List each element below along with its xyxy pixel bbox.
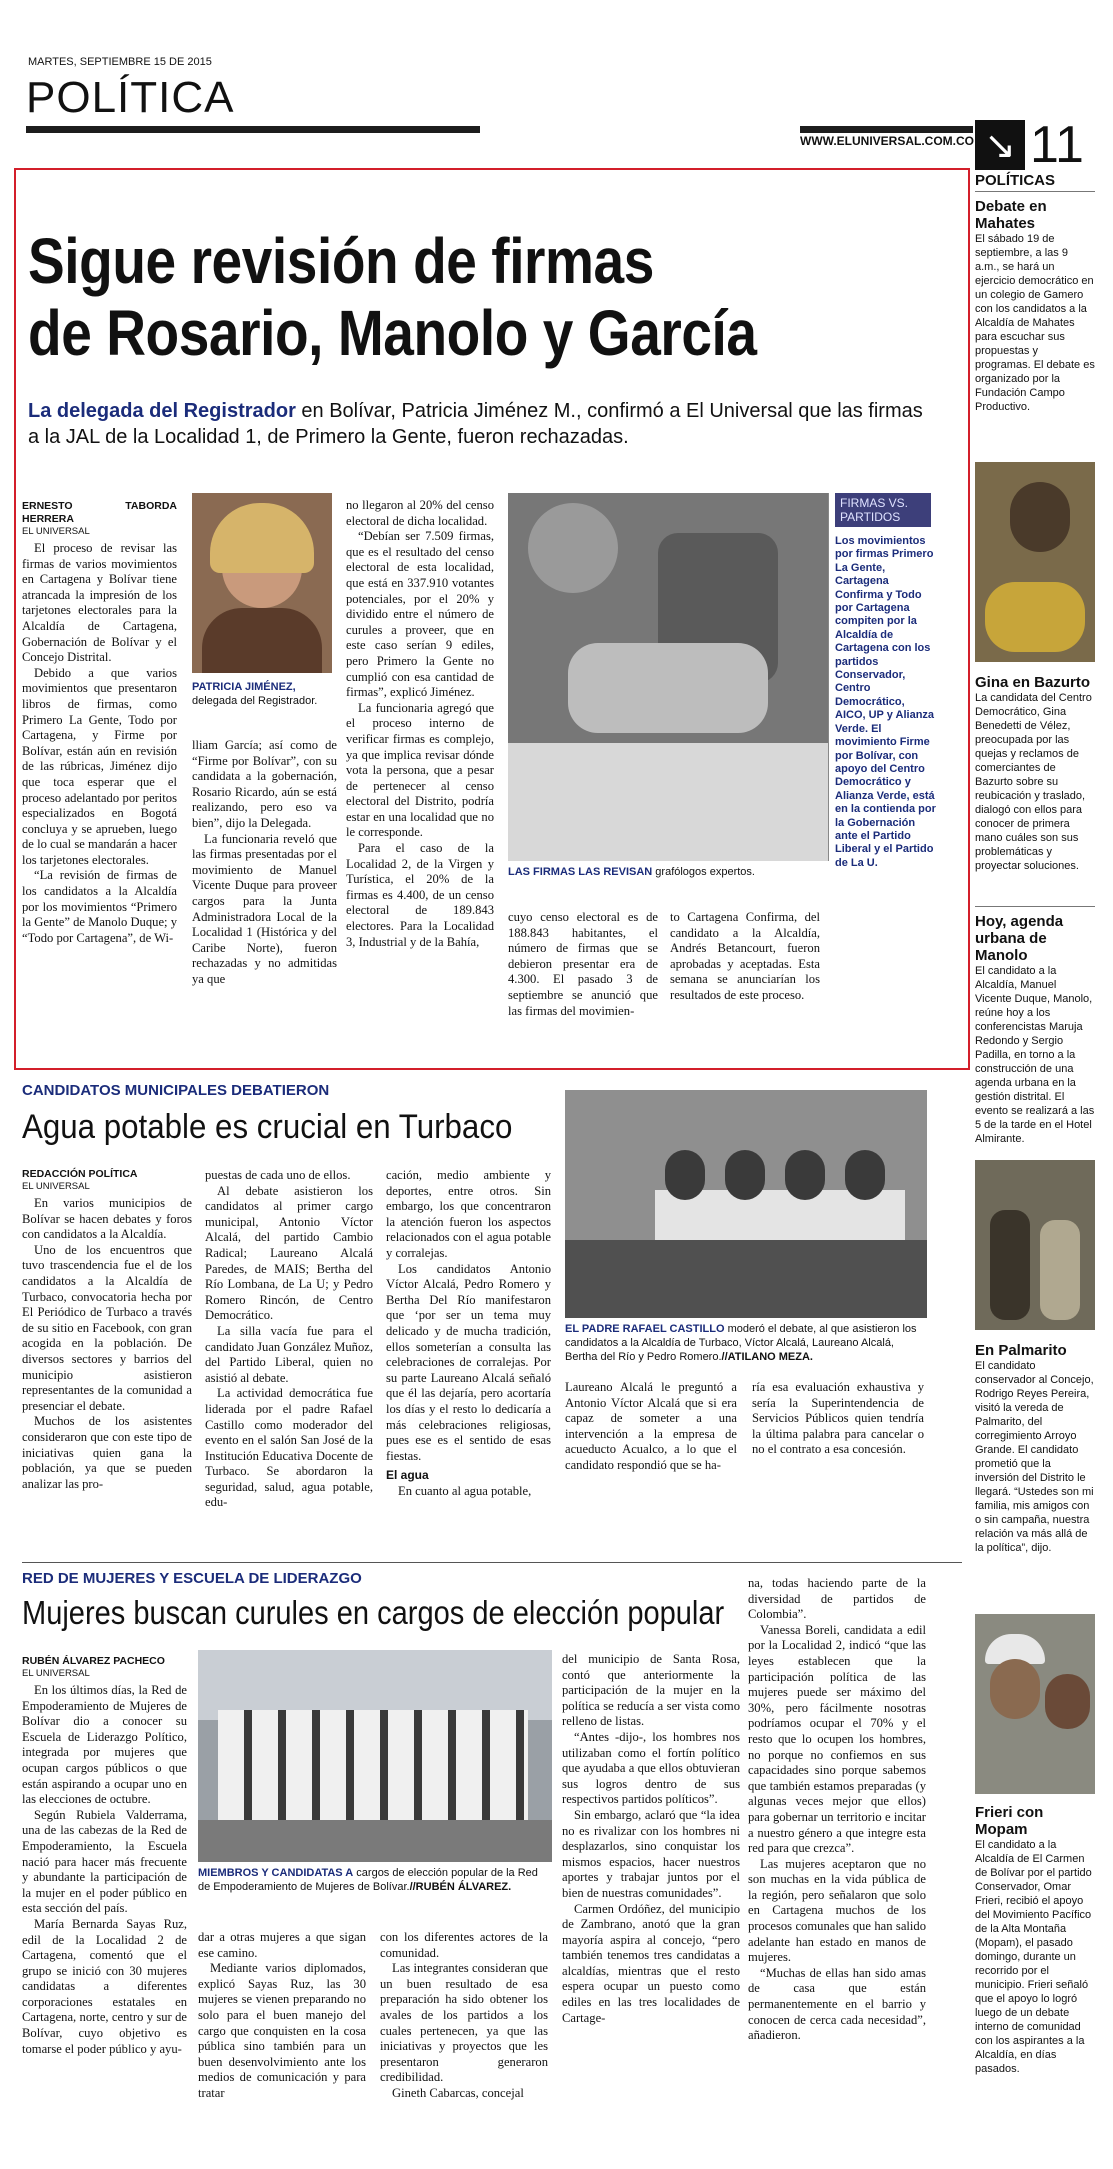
- sidebar-item-title: En Palmarito: [975, 1342, 1067, 1359]
- paragraph: Laureano Alcalá le preguntó a Antonio Víctor Alcalá que si era capaz de someter a una intervención a la empresa de acueducto Acualco, a lo que el candidato respondió que se ha-: [565, 1380, 737, 1472]
- paragraph: Para el caso de la Localidad 2, de la Virgen y Turística, el 20% de la firmas es 4.400, de un censo electoral de 189.843 electores. Para la Localidad 3, Industrial y de la Bahía,: [346, 841, 494, 949]
- portrait-photo-patricia-jimenez: [192, 493, 332, 673]
- firmas-vs-partidos-box: [828, 493, 936, 869]
- paragraph: “Debían ser 7.509 firmas, que es el resultado del censo electoral de esta localidad, que está en 337.910 votantes potenciales, por el 20% y dividido entre el número de curules a proveer, que en este caso serían 9 ediles, pero Primero la Gente no cumplió con esa cantidad de firmas”, explicó Jiménez.: [346, 529, 494, 700]
- story3-headline: Mujeres buscan curules en cargos de elección popular: [22, 1594, 725, 1631]
- paragraph: En los últimos días, la Red de Empoderamiento de Mujeres de Bolívar dio a conocer su Escuela de Liderazgo Político, integrada por mujeres que ocupan cargos públicos o que están aspirando a ocupar uno en las elecciones de octubre.: [22, 1683, 187, 1807]
- story3-column-3: [380, 1930, 548, 2102]
- story3-column-1: [22, 1655, 187, 2057]
- story2-headline: Agua potable es crucial en Turbaco: [22, 1108, 513, 1146]
- box-text: Los movimientos por firmas Primero La Gente, Cartagena Confirma y Todo por Cartagena compiten por la Alcaldía de Cartagena con los partidos Conservador, Centro Democrático, AICO, UP y Alianza Verde. El movimiento Firme por Bolívar, con apoyo del Centro Democrático y Alianza Verde, está en la contienda por la Gobernación ante el Partido Liberal y el Partido de La U.: [835, 535, 936, 869]
- paragraph: El proceso de revisar las firmas de varios movimientos en Cartagena y Bolívar tiene atrancada la impresión de los tarjetones electorales para la Alcaldía de Cartagena, Gobernación de Bolívar y el Concejo Distrital.: [22, 541, 177, 665]
- main-headline-line2: de Rosario, Manolo y García: [28, 297, 757, 369]
- story2-subhead: El agua: [386, 1468, 429, 1483]
- paragraph: Gineth Cabarcas, concejal: [392, 2085, 524, 2100]
- main-column-4: [508, 910, 658, 1019]
- story2-column-2: [205, 1168, 373, 1511]
- paragraph: Las integrantes consideran que un buen resultado de esa preparación ha sido obtener los avales de los partidos a los cuales pertenecen, ya que las iniciativas y proyectos que les presentaron generaron credibilidad.: [380, 1961, 548, 2085]
- paragraph: na, todas haciendo parte de la diversidad de partidos de Colombia”.: [748, 1576, 926, 1622]
- sidebar-title: POLÍTICAS: [975, 172, 1095, 192]
- sidebar-item-text: El sábado 19 de septiembre, a las 9 a.m., se hará un ejercicio democrático en un colegio de Gamero con los candidatos a la Alcaldía de Mahates para escuchar sus propuestas y programas. El debate es organizado por la Fundación Campo Productivo.: [975, 233, 1095, 413]
- paragraph: cuyo censo electoral es de 188.843 habitantes, el número de firmas que se debieron presentar era de 4.300. El pasado 3 de septiembre se anunció que las firmas del movimien-: [508, 910, 658, 1018]
- paragraph: La funcionaria agregó que el proceso interno de verificar firmas es complejo, ya que implica revisar dónde vota la persona, que a pesar de pertenecer al censo electoral del Distrito, podría estar en una localidad que no le corresponde.: [346, 700, 494, 840]
- paragraph: Vanessa Boreli, candidata a edil por la Localidad 2, indicó “que las leyes establecen que la participación política de las mujeres puede ser máximo del 30%, pero fácilmente nosotras podríamos ocupar el 70% y el resto que lo ocupen los hombres, no porque no confiemos en sus capacidades sino porque sabemos que también estamos preparadas (y algunas veces mejor que ellos) para gobernar un territorio e incitar a nuestro género a que integre esta red para que crezca”.: [748, 1622, 926, 1856]
- paragraph: Los candidatos Antonio Víctor Alcalá, Pedro Romero y Bertha Del Río manifestaron que ‘por ser un tema muy delicado y de mucha tradición, ellos someterían a consulta las celebraciones de corralejas. Por su parte Laureano Alcalá señaló que él las dejaría, pero acortaría los días y el resto lo dedicaría a más celebraciones religiosas, pues ese es el sentido de esas fiestas.: [386, 1261, 551, 1463]
- sidebar-item-text: El candidato a la Alcaldía, Manuel Vicente Duque, Manolo, reúne hoy a los conferencistas Maruja Redondo y Sergio Padilla, en torno a la construcción de una agenda urbana en la gestión distrital. El evento se realizará a las 5 de la tarde en el Hotel Almirante.: [975, 965, 1095, 1145]
- paragraph: En varios municipios de Bolívar se hacen debates y foros con candidatos a la Alcaldía.: [22, 1196, 192, 1242]
- story2-column-3: [386, 1168, 551, 1499]
- women-photo-caption: MIEMBROS Y CANDIDATAS A cargos de elección popular de la Red de Empoderamiento de Mujeres de Bolívar.//RUBÉN ÁLVAREZ.: [198, 1867, 538, 1893]
- story3-author: RUBÉN ÁLVAREZ PACHECO: [22, 1655, 165, 1667]
- turbaco-debate-photo: [565, 1090, 927, 1318]
- story2-outlet: EL UNIVERSAL: [22, 1181, 90, 1192]
- main-column-2: [192, 738, 337, 988]
- main-column-3: [346, 498, 494, 950]
- story2-column-1: [22, 1168, 192, 1492]
- lead-highlight: La delegada del Registrador: [28, 400, 296, 422]
- frieri-photo: [975, 1614, 1095, 1794]
- main-lead: [28, 398, 938, 450]
- arrow-down-right-icon: ↘: [975, 120, 1025, 170]
- box-tag: FIRMAS VS. PARTIDOS: [835, 493, 931, 527]
- paragraph: Según Rubiela Valderrama, una de las cabezas de la Red de Empoderamiento, la Escuela nació para hacer más frecuente y abundante la participación de la mujer en el poder público en esta sección del país.: [22, 1807, 187, 1916]
- paragraph: “La revisión de firmas de los candidatos a la Alcaldía por los movimientos “Primero la Gente” de Manolo Duque; y “Todo por Cartagena”, de Wi-: [22, 868, 177, 945]
- page-number: 11: [1030, 116, 1084, 174]
- story3-column-5: [748, 1576, 926, 2044]
- story2-column-4: [565, 1380, 737, 1474]
- paragraph: lliam García; así como de “Firme por Bolívar”, con su candidata a la gobernación, Rosario Ricardo, aún se está realizando, pero eso va bien”, dijo la Delegada.: [192, 738, 337, 830]
- paragraph: En cuanto al agua potable,: [398, 1483, 532, 1498]
- story3-column-2: [198, 1930, 366, 2102]
- sidebar-item-title: Debate en Mahates: [975, 198, 1047, 232]
- paragraph: ría esa evaluación exhaustiva y sería la Superintendencia de Servicios Públicos quien tendría la última palabra para cancelar o no el contrato a esa concesión.: [752, 1380, 924, 1457]
- signature-photo-caption: LAS FIRMAS LAS REVISAN grafólogos expertos.: [508, 866, 755, 878]
- main-column-5: [670, 910, 820, 1004]
- sidebar-item-title: Hoy, agenda urbana de Manolo: [975, 913, 1064, 964]
- paragraph: puestas de cada uno de ellos.: [205, 1168, 351, 1182]
- bazurto-photo: [975, 462, 1095, 662]
- paragraph: La funcionaria reveló que las firmas presentadas por el movimiento de Manuel Vicente Duque para proveer cargos para la Junta Administradora Local de la Localidad 1 (Histórica y del Caribe Norte), fueron rechazadas y no admitidas ya que: [192, 831, 337, 986]
- paragraph: no llegaron al 20% del censo electoral de dicha localidad.: [346, 498, 494, 528]
- paragraph: Las mujeres aceptaron que no son muchas en la vida pública de la región, pero señalaron que solo en Cartagena muchos de los procesos comunales que han salido adelante han estado en manos de mujeres.: [748, 1856, 926, 1965]
- paragraph: Carmen Ordóñez, del municipio de Zambrano, anotó que la gran mayoría aspira al concejo, “pero también tenemos tres candidatas a alcaldías, mientras que el resto espera ocupar un puesto como ediles en las tres localidades de Cartage-: [562, 1901, 740, 2025]
- section-title: POLÍTICA: [26, 73, 235, 122]
- story2-column-5: [752, 1380, 924, 1458]
- paragraph: La actividad democrática fue liderada por el padre Rafael Castillo como moderador del evento en el salón San José de la Institución Educativa Docente de Turbaco. Se abordaron la seguridad, salud, agua potable, edu-: [205, 1386, 373, 1510]
- issue-date: MARTES, SEPTIEMBRE 15 DE 2015: [28, 56, 212, 68]
- lead-text: en Bolívar, Patricia Jiménez M., confirmó a El Universal que las firmas a la JAL de la Localidad 1, de Primero la Gente, fueron rechazadas.: [28, 400, 923, 448]
- paragraph: “Antes -dijo-, los hombres nos utilizaban como el fortín político que ayudaba a que ellos obtuvieran sus logros dentro de sus respectivos partidos políticos”.: [562, 1729, 740, 1807]
- website-link[interactable]: WWW.ELUNIVERSAL.COM.CO: [800, 134, 974, 148]
- sidebar-politicas: [975, 172, 1095, 414]
- paragraph: cación, medio ambiente y deportes, entre otros. Sin embargo, los que concentraron la atención fueron los aspectos relacionados con el agua potable y corralejas.: [386, 1168, 551, 1260]
- paragraph: Sin embargo, aclaró que “la idea no es rivalizar con los hombres ni desplazarlos, sino conquistar los mismos espacios, hacer nuestros aportes y trabajar juntos por el bien de nuestras comunidades”.: [562, 1807, 740, 1900]
- paragraph: con los diferentes actores de la comunidad.: [380, 1930, 548, 1960]
- section-divider: [22, 1562, 962, 1563]
- paragraph: “Muchas de ellas han sido amas de casa que están permanentemente en el barrio y conocen de cerca cada necesidad”, añadieron.: [748, 1965, 926, 2043]
- story3-kicker: RED DE MUJERES Y ESCUELA DE LIDERAZGO: [22, 1570, 362, 1587]
- story3-outlet: EL UNIVERSAL: [22, 1668, 90, 1679]
- women-network-photo: [198, 1650, 552, 1862]
- paragraph: dar a otras mujeres a que sigan ese camino.: [198, 1930, 366, 1960]
- sidebar-item-text: El candidato conservador al Concejo, Rodrigo Reyes Pereira, visitó la vereda de Palmarito, del corregimiento Arroyo Grande. El candidato prometió que la inversión del Distrito le llegará. “Ustedes son mi familia, mis amigos con o sin campaña, nuestra relación va más allá de la política”, dijo.: [975, 1360, 1094, 1554]
- paragraph: to Cartagena Confirma, del candidato a la Alcaldía, Andrés Betancourt, fueron aprobadas y aceptadas. Esta semana se anunciarían los resultados de este proceso.: [670, 910, 820, 1002]
- story2-kicker: CANDIDATOS MUNICIPALES DEBATIERON: [22, 1082, 330, 1099]
- portrait-caption: PATRICIA JIMÉNEZ, delegada del Registrador.: [192, 681, 318, 707]
- story3-column-4: [562, 1652, 740, 2026]
- sidebar-item-title: Frieri con Mopam: [975, 1804, 1044, 1838]
- sidebar-item-title: Gina en Bazurto: [975, 674, 1091, 691]
- paragraph: Al debate asistieron los candidatos al primer cargo municipal, Antonio Víctor Alcalá, del partido Cambio Radical; Laureano Alcalá Paredes, de MAIS; Bertha del Río Lombana, de La U; y Pedro Romero Rincón, de Centro Democrático.: [205, 1183, 373, 1323]
- paragraph: del municipio de Santa Rosa, contó que anteriormente la participación de la mujer en la política se reducía a ser vista como relleno de listas.: [562, 1652, 740, 1729]
- sidebar-item-text: El candidato a la Alcaldía de El Carmen de Bolívar por el partido Conservador, Omar Frieri, recibió el apoyo del Movimiento Pacífico de la Alta Montaña (Mopam), el pasado domingo, durante un recorrido por el municipio. Frieri señaló que el apoyo lo logró luego de un debate interno de comunidad con los aspirantes a la Alcaldía, en días pasados.: [975, 1839, 1092, 2075]
- main-column-1: [22, 500, 177, 946]
- paragraph: Muchos de los asistentes consideraron que con este tipo de iniciativas quien gana la población, ya que se pueden analizar las pro-: [22, 1414, 192, 1491]
- main-outlet: EL UNIVERSAL: [22, 526, 90, 537]
- signature-review-photo: [508, 493, 828, 861]
- palmarito-photo: [975, 1160, 1095, 1330]
- turbaco-photo-caption: EL PADRE RAFAEL CASTILLO moderó el debate, al que asistieron los candidatos a la Alcaldía de Turbaco, Víctor Alcalá, Laureano Alcalá, Bertha del Río y Pedro Romero.//ATILANO MEZA.: [565, 1323, 917, 1363]
- paragraph: Uno de los encuentros que tuvo trascendencia fue el de los candidatos a la Alcaldía de Turbaco, convocatoria hecha por El Periódico de Turbaco a través de su sitio en Facebook, con gran acogida en la población. De diversos sectores y barrios del municipio asistieron representantes de la comunidad a presenciar el debate.: [22, 1242, 192, 1413]
- story2-author: REDACCIÓN POLÍTICA: [22, 1168, 138, 1180]
- paragraph: María Bernarda Sayas Ruz, edil de la Localidad 2 de Cartagena, comentó que el grupo se inició con 30 mujeres candidatas a diferentes corporaciones estatales en Cartagena, norte, centro y sur de Bolívar, cuyo objetivo es tomarse el poder público y ayu-: [22, 1916, 187, 2056]
- paragraph: La silla vacía fue para el candidato Juan González Muñoz, del Partido Liberal, quien no asistió al debate.: [205, 1323, 373, 1385]
- paragraph: Debido a que varios movimientos que presentaron libros de firmas, como Primero La Gente, Todo por Cartagena, y Firme por Bolívar, están aún en revisión de las rúbricas, Jiménez dijo que toca esperar que el proceso adelantado por peritos especializados en Bogotá concluya y se aprueben, luego de lo cual se mandarán a hacer los tarjetones electorales.: [22, 665, 177, 867]
- main-author: ERNESTO TABORDA HERRERA: [22, 500, 177, 525]
- sidebar-item-text: La candidata del Centro Democrático, Gina Benedetti de Vélez, preocupada por las quejas y reclamos de comerciantes de Bazurto sobre su reubicación y traslado, dialogó con ellos para conocer de primera mano cuáles son sus problemáticas y proyectar soluciones.: [975, 692, 1092, 872]
- paragraph: Mediante varios diplomados, explicó Sayas Ruz, las 30 mujeres se vienen preparando no solo para el buen manejo del cargo que conquisten en la cosa pública sino también para un buen desenvolvimiento ante los medios de comunicación y para tratar: [198, 1961, 366, 2100]
- main-headline-line1: Sigue revisión de firmas: [28, 225, 654, 297]
